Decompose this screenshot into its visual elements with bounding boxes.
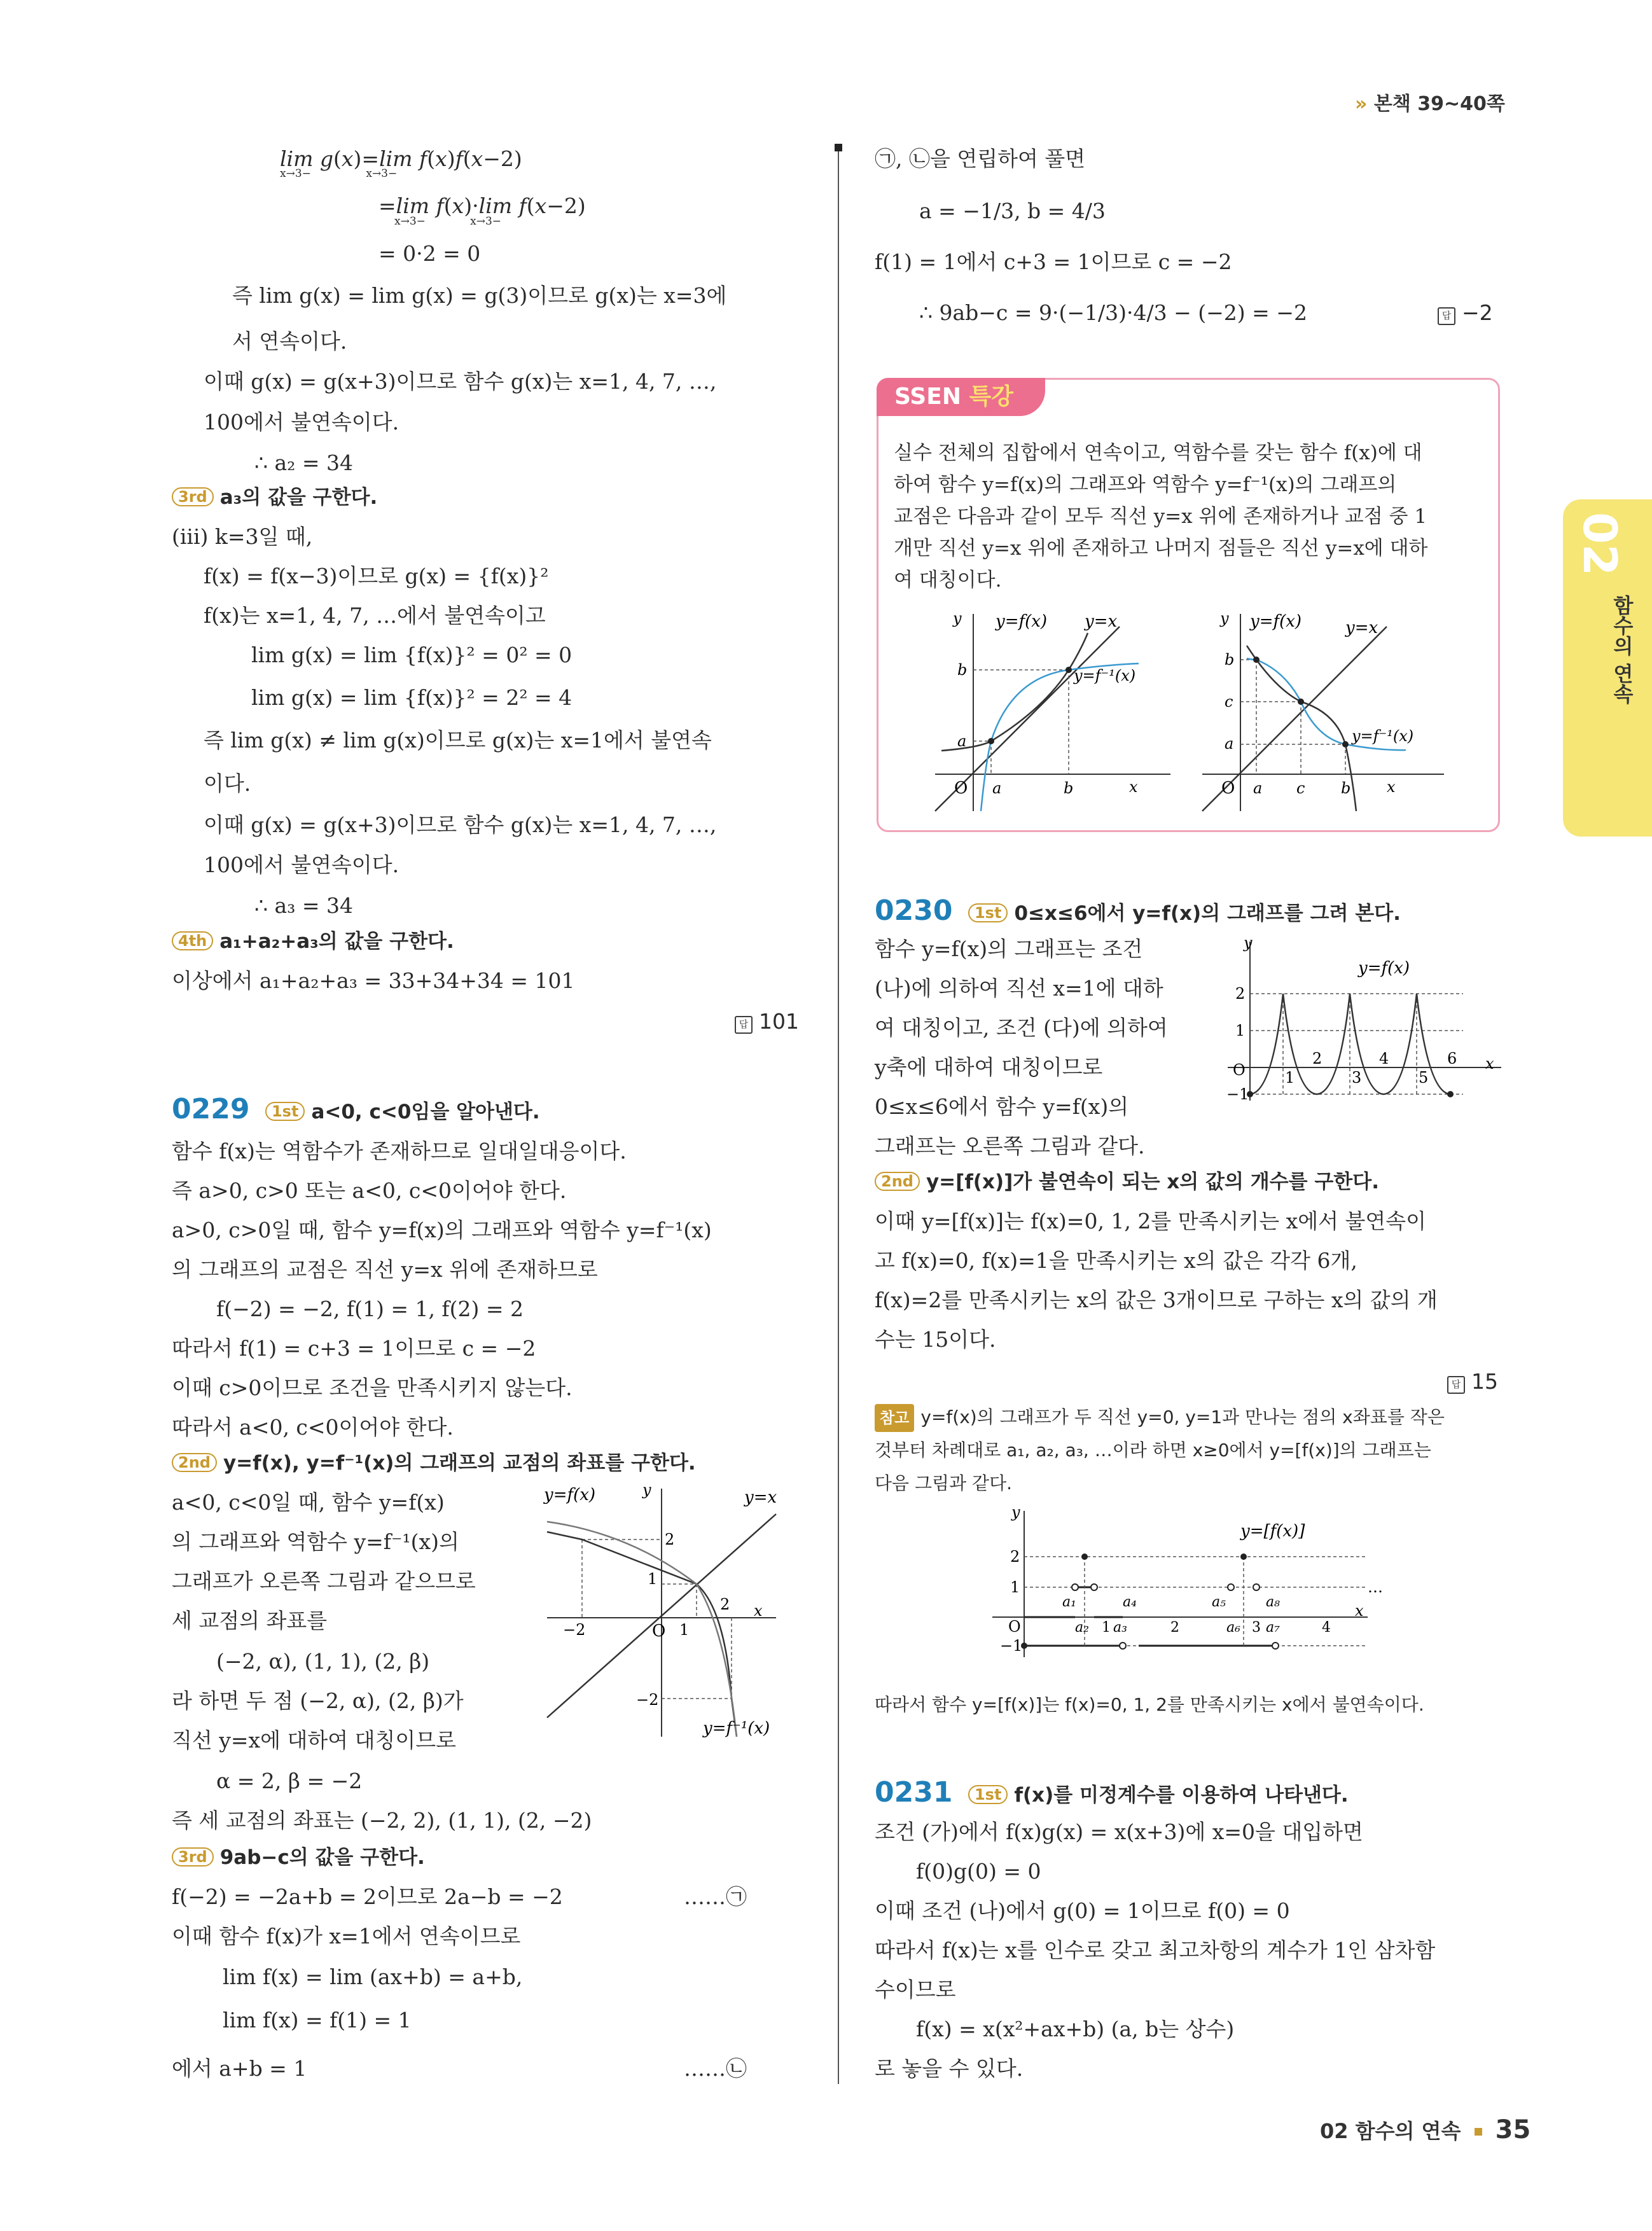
- line: y축에 대하여 대칭이므로: [875, 1055, 1103, 1080]
- line: 이때 함수 f(x)가 x=1에서 연속이므로: [172, 1924, 521, 1949]
- line: 이때 조건 (나)에서 g(0) = 1이므로 f(0) = 0: [875, 1898, 1290, 1923]
- tick-x6: 6: [1447, 1050, 1457, 1067]
- line: a<0, c<0일 때, 함수 y=f(x): [172, 1490, 445, 1515]
- label-fx: y=[f(x)]: [1240, 1522, 1305, 1541]
- tick-y1: 1: [648, 1570, 658, 1588]
- step-tag: 3rd: [172, 487, 214, 506]
- divider-mark: [835, 144, 842, 151]
- label-y: y: [1244, 935, 1253, 952]
- line: 그래프는 오른쪽 그림과 같다.: [875, 1134, 1145, 1158]
- line: 직선 y=x에 대하여 대칭이므로: [172, 1728, 457, 1753]
- line: 세 교점의 좌표를: [172, 1608, 328, 1633]
- tick-y1: 1: [1010, 1578, 1020, 1596]
- step-heading: 4th a₁+a₂+a₃의 값을 구한다.: [172, 928, 454, 956]
- line: f(x) = f(x−3)이므로 g(x) = {f(x)}²: [204, 564, 549, 588]
- label-fx: y=f(x): [996, 612, 1048, 631]
- note-line: 참고 y=f(x)의 그래프가 두 직선 y=0, y=1과 만나는 점의 x좌표를 작은: [875, 1403, 1445, 1432]
- line: 함수 y=f(x)의 그래프는 조건: [875, 936, 1143, 961]
- tick-x1: 1: [1102, 1620, 1111, 1636]
- line: (−2, α), (1, 1), (2, β): [216, 1649, 430, 1674]
- line: 이때 c>0이므로 조건을 만족시키지 않는다.: [172, 1375, 573, 1400]
- line: 이다.: [204, 771, 251, 796]
- label-y: y: [642, 1482, 651, 1499]
- tick-xm2: −2: [563, 1621, 586, 1639]
- label-o: O: [1008, 1618, 1021, 1636]
- tick-a3: a₃: [1113, 1620, 1127, 1636]
- problem-number: 0229: [172, 1093, 250, 1125]
- tick-x5: 5: [1419, 1069, 1429, 1087]
- line: a = −1/3, b = 4/3: [919, 198, 1106, 223]
- label-yx: y=x: [1085, 612, 1118, 631]
- problem-number: 0231: [875, 1776, 953, 1809]
- label-finv: y=f⁻¹(x): [1352, 727, 1414, 745]
- line: 이때 g(x) = g(x+3)이므로 함수 g(x)는 x=1, 4, 7, …,: [204, 812, 717, 837]
- line: 그래프가 오른쪽 그림과 같으므로: [172, 1569, 476, 1594]
- line: f(−2) = −2a+b = 2이므로 2a−b = −2: [172, 1884, 563, 1909]
- equation-mark: ……㉠: [684, 1884, 747, 1909]
- tick-x3: 3: [1352, 1069, 1362, 1087]
- answer: 답 −2: [1438, 299, 1493, 327]
- step-heading: 3rd 9ab−c의 값을 구한다.: [172, 1844, 425, 1872]
- chevron-right-icon: »: [1355, 93, 1368, 115]
- tick-x2: 2: [1170, 1620, 1179, 1636]
- ssen-title: SSEN 특강: [877, 378, 1045, 416]
- line: a>0, c>0일 때, 함수 y=f(x)의 그래프와 역함수 y=f⁻¹(x): [172, 1218, 712, 1242]
- step-heading: 2nd y=[f(x)]가 불연속이 되는 x의 값의 개수를 구한다.: [875, 1168, 1379, 1196]
- line: =lim f(x)·lim f(x−2): [378, 193, 586, 218]
- note-end: 따라서 함수 y=[f(x)]는 f(x)=0, 1, 2를 만족시키는 x에서 불연속이다.: [875, 1694, 1424, 1715]
- tick-y1: 1: [1235, 1022, 1246, 1039]
- box-graph-2: [1196, 608, 1463, 817]
- tick-a6: a₆: [1226, 1620, 1240, 1636]
- side-tab: [1563, 499, 1652, 837]
- tick-y2: 2: [665, 1531, 675, 1548]
- column-divider: [838, 144, 839, 2084]
- problem-header: 0230 1st 0≤x≤6에서 y=f(x)의 그래프를 그려 본다.: [875, 894, 1401, 927]
- label-finv: y=f⁻¹(x): [703, 1719, 770, 1738]
- line: 즉 lim g(x) ≠ lim g(x)이므로 g(x)는 x=1에서 불연속: [204, 728, 712, 753]
- tick-ym2: −2: [636, 1691, 659, 1709]
- label-finv: y=f⁻¹(x): [1074, 667, 1136, 685]
- line: lim g(x) = lim {f(x)}² = 2² = 4: [251, 685, 573, 710]
- line: (나)에 의하여 직선 x=1에 대하: [875, 976, 1163, 1001]
- tick-yc: c: [1225, 693, 1233, 711]
- line: 함수 f(x)는 역함수가 존재하므로 일대일대응이다.: [172, 1139, 627, 1164]
- line: 0≤x≤6에서 함수 y=f(x)의: [875, 1094, 1129, 1119]
- line: lim g(x) = lim {f(x)}² = 0² = 0: [251, 643, 573, 667]
- label-y: y: [953, 609, 962, 627]
- label-yx: y=x: [744, 1488, 777, 1507]
- problem-header: 0231 1st f(x)를 미정계수를 이용하여 나타낸다.: [875, 1776, 1349, 1809]
- graph-floor: [986, 1505, 1393, 1670]
- line: 에서 a+b = 1: [172, 2056, 307, 2081]
- step-tag: 1st: [968, 903, 1008, 922]
- line: 100에서 불연속이다.: [204, 852, 399, 877]
- page-number: 35: [1495, 2115, 1531, 2144]
- tick-ym1: −1: [1226, 1085, 1249, 1103]
- step-tag: 2nd: [172, 1453, 217, 1472]
- problem-header: 0229 1st a<0, c<0임을 알아낸다.: [172, 1093, 540, 1125]
- line: 따라서 f(1) = c+3 = 1이므로 c = −2: [172, 1336, 536, 1361]
- tick-a5: a₅: [1212, 1594, 1226, 1610]
- line: 100에서 불연속이다.: [204, 410, 399, 434]
- box-line: 교점은 다음과 같이 모두 직선 y=x 위에 존재하거나 교점 중 1: [894, 505, 1427, 528]
- line: (iii) k=3일 때,: [172, 524, 313, 549]
- tick-a7: a₇: [1266, 1620, 1280, 1636]
- line: ∴ a₃ = 34: [254, 893, 354, 918]
- answer-icon: 답: [1447, 1376, 1465, 1394]
- box-line: 하여 함수 y=f(x)의 그래프와 역함수 y=f⁻¹(x)의 그래프의: [894, 473, 1397, 496]
- line: 로 놓을 수 있다.: [875, 2056, 1024, 2081]
- line: 따라서 f(x)는 x를 인수로 갖고 최고차항의 계수가 1인 삼차함: [875, 1938, 1436, 1963]
- tick-xb: b: [1341, 779, 1351, 797]
- step-tag: 1st: [265, 1102, 305, 1121]
- line: 라 하면 두 점 (−2, α), (2, β)가: [172, 1688, 464, 1713]
- tick-a1: a₁: [1062, 1594, 1076, 1610]
- line: 조건 (가)에서 f(x)g(x) = x(x+3)에 x=0을 대입하면: [875, 1819, 1363, 1844]
- tick-x1: 1: [679, 1621, 690, 1639]
- label-x: x: [754, 1602, 763, 1620]
- line: 의 그래프와 역함수 y=f⁻¹(x)의: [172, 1529, 459, 1554]
- label-o: O: [1221, 779, 1235, 798]
- tick-x2: 2: [1312, 1050, 1322, 1067]
- tick-yb: b: [957, 661, 968, 679]
- line: f(−2) = −2, f(1) = 1, f(2) = 2: [216, 1296, 524, 1321]
- line: lim g(x)=lim f(x)f(x−2): [280, 146, 522, 171]
- line: ∴ a₂ = 34: [254, 450, 354, 475]
- line: 수는 15이다.: [875, 1327, 996, 1352]
- step-tag: 4th: [172, 931, 213, 950]
- step-heading: 3rd a₃의 값을 구한다.: [172, 483, 377, 511]
- answer-icon: 답: [1438, 307, 1455, 325]
- line: = 0·2 = 0: [378, 241, 481, 266]
- label-yx: y=x: [1345, 618, 1378, 637]
- line: α = 2, β = −2: [216, 1769, 363, 1793]
- line: 따라서 a<0, c<0이어야 한다.: [172, 1415, 454, 1440]
- line: ㉠, ㉡을 연립하여 풀면: [875, 146, 1086, 171]
- line: f(1) = 1에서 c+3 = 1이므로 c = −2: [875, 249, 1232, 274]
- label-o: O: [954, 779, 968, 798]
- answer-icon: 답: [735, 1016, 753, 1034]
- page-ref: » 본책 39~40쪽: [1355, 93, 1505, 115]
- tick-xa: a: [1253, 779, 1263, 797]
- side-tab-number: 02: [1573, 512, 1627, 576]
- box-graph-1: [929, 608, 1183, 817]
- label-fx: y=f(x): [1250, 612, 1302, 631]
- tick-x3: 3: [1252, 1620, 1261, 1636]
- line: 수이므로: [875, 1977, 956, 2002]
- line: 이때 y=[f(x)]는 f(x)=0, 1, 2를 만족시키는 x에서 불연속이: [875, 1209, 1427, 1234]
- tick-ya: a: [1225, 735, 1234, 753]
- problem-number: 0230: [875, 894, 953, 927]
- box-line: 실수 전체의 집합에서 연속이고, 역함수를 갖는 함수 f(x)에 대: [894, 441, 1422, 464]
- footer-section: 02 함수의 연속: [1320, 2119, 1461, 2143]
- line: 의 그래프의 교점은 직선 y=x 위에 존재하므로: [172, 1257, 598, 1282]
- graph-0229: [534, 1482, 814, 1749]
- line: 서 연속이다.: [232, 329, 347, 354]
- label-y: y: [1220, 609, 1229, 627]
- line: f(0)g(0) = 0: [916, 1859, 1041, 1884]
- equation-mark: ……㉡: [684, 2056, 747, 2081]
- line: 즉 a>0, c>0 또는 a<0, c<0이어야 한다.: [172, 1178, 567, 1203]
- lim-sub: x→3− x→3−: [280, 167, 398, 180]
- label-o: O: [652, 1622, 666, 1641]
- box-line: 여 대칭이다.: [894, 569, 1002, 592]
- box-line: 개만 직선 y=x 위에 존재하고 나머지 점들은 직선 y=x에 대하: [894, 537, 1428, 560]
- tick-y2: 2: [1235, 985, 1246, 1003]
- line: f(x) = x(x²+ax+b) (a, b는 상수): [916, 2017, 1235, 2041]
- tick-yb: b: [1225, 651, 1235, 669]
- line: 이상에서 a₁+a₂+a₃ = 33+34+34 = 101: [172, 968, 575, 993]
- tick-a2: a₂: [1075, 1620, 1089, 1636]
- line: 고 f(x)=0, f(x)=1을 만족시키는 x의 값은 각각 6개,: [875, 1248, 1357, 1273]
- line: lim f(x) = lim (ax+b) = a+b,: [223, 1964, 523, 1989]
- line: 여 대칭이고, 조건 (다)에 의하여: [875, 1015, 1168, 1040]
- line: f(x)=2를 만족시키는 x의 값은 3개이므로 구하는 x의 값의 개: [875, 1288, 1438, 1312]
- line: ∴ 9ab−c = 9·(−1/3)·4/3 − (−2) = −2: [919, 300, 1307, 325]
- note-tag: 참고: [875, 1404, 914, 1432]
- step-tag: 2nd: [875, 1172, 920, 1191]
- tick-ym1: −1: [1000, 1637, 1023, 1655]
- line: 즉 lim g(x) = lim g(x) = g(3)이므로 g(x)는 x=3에: [232, 283, 727, 308]
- lim-sub: x→3− x→3−: [394, 215, 502, 228]
- tick-x4: 4: [1322, 1620, 1331, 1636]
- label-o: O: [1233, 1061, 1246, 1079]
- line: 즉 세 교점의 좌표는 (−2, 2), (1, 1), (2, −2): [172, 1808, 592, 1833]
- answer: 답 15: [1447, 1368, 1498, 1396]
- step-tag: 3rd: [172, 1847, 214, 1866]
- note-line: 것부터 차례대로 a₁, a₂, a₃, …이라 하면 x≥0에서 y=[f(x)]의 그래프는: [875, 1440, 1431, 1461]
- side-tab-title: 함수의 연속: [1610, 595, 1634, 704]
- tick-x4: 4: [1379, 1050, 1389, 1067]
- label-fx: y=f(x): [1358, 959, 1410, 978]
- label-x: x: [1485, 1055, 1494, 1073]
- label-dots: …: [1368, 1578, 1383, 1596]
- step-tag: 1st: [968, 1785, 1008, 1804]
- answer: 답 101: [735, 1008, 799, 1036]
- label-x: x: [1129, 778, 1138, 796]
- tick-a4: a₄: [1123, 1594, 1137, 1610]
- tick-xa: a: [992, 779, 1002, 797]
- note-line: 다음 그림과 같다.: [875, 1473, 1013, 1494]
- tick-xc: c: [1296, 779, 1305, 797]
- line: lim f(x) = f(1) = 1: [223, 2008, 412, 2033]
- graph-0230: [1221, 935, 1508, 1107]
- tick-y2: 2: [1010, 1548, 1020, 1566]
- footer: [1320, 2115, 1531, 2144]
- tick-xb: b: [1064, 779, 1074, 797]
- line: f(x)는 x=1, 4, 7, …에서 불연속이고: [204, 603, 546, 628]
- square-icon: [1475, 2128, 1482, 2136]
- label-x: x: [1387, 778, 1396, 796]
- tick-x1: 1: [1285, 1069, 1295, 1087]
- tick-a8: a₈: [1266, 1594, 1280, 1610]
- tick-x2: 2: [720, 1595, 730, 1613]
- label-y: y: [1011, 1505, 1020, 1521]
- step-heading: 2nd y=f(x), y=f⁻¹(x)의 그래프의 교점의 좌표를 구한다.: [172, 1449, 696, 1477]
- line: 이때 g(x) = g(x+3)이므로 함수 g(x)는 x=1, 4, 7, …,: [204, 369, 717, 394]
- label-x: x: [1355, 1602, 1364, 1620]
- tick-ya: a: [957, 732, 967, 750]
- label-fx: y=f(x): [544, 1485, 596, 1505]
